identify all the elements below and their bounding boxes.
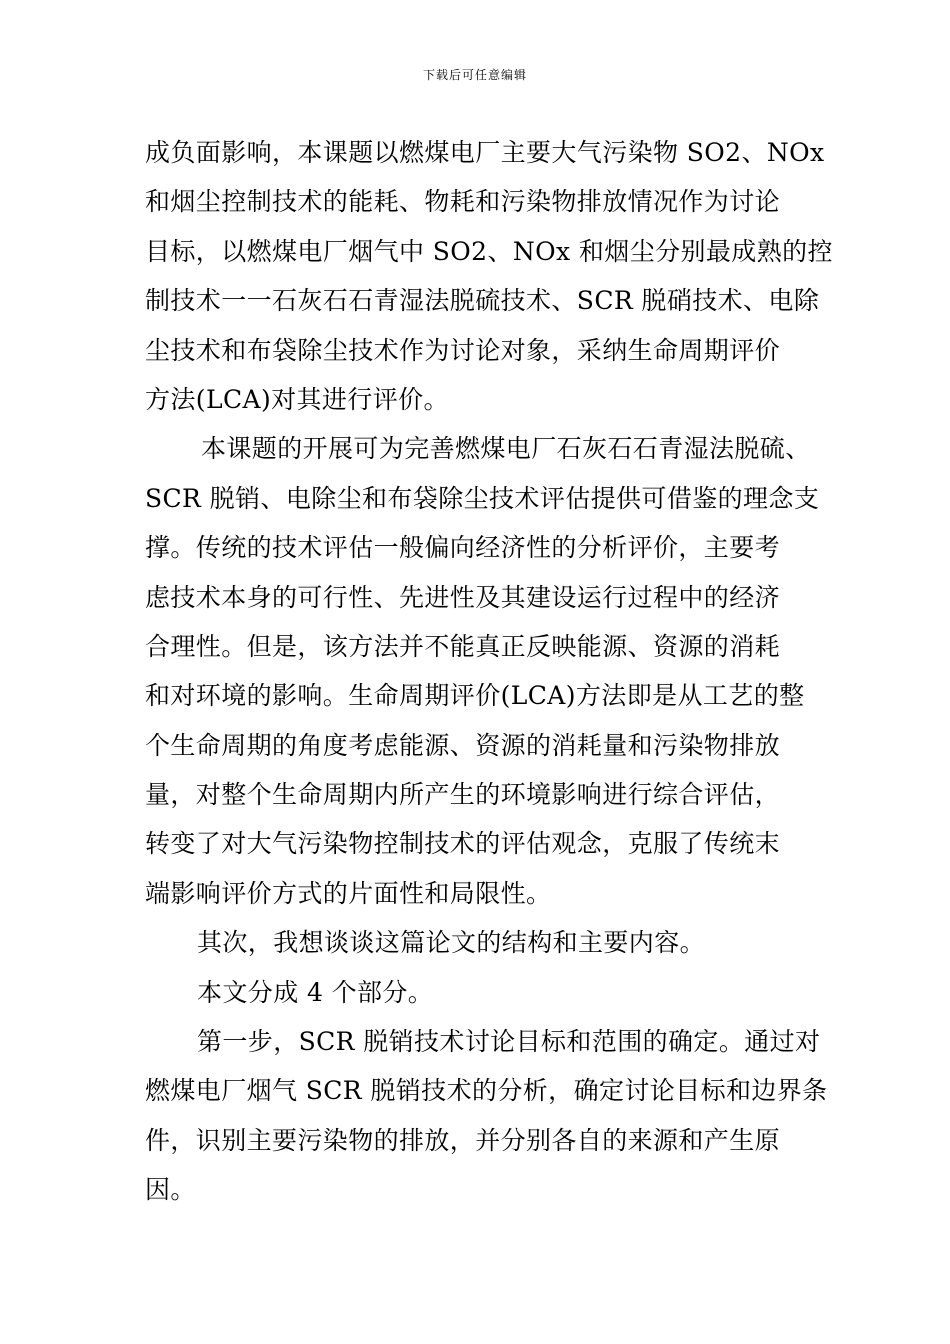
body-line: 个生命周期的角度考虑能源、资源的消耗量和污染物排放	[145, 730, 781, 760]
document-body	[145, 128, 833, 1215]
body-line: 合理性。但是，该方法并不能真正反映能源、资源的消耗	[145, 631, 781, 661]
page-header-note: 下载后可任意编辑	[422, 68, 527, 82]
paragraph-first-line: 其次，我想谈谈这篇论文的结构和主要内容。	[197, 928, 706, 958]
body-line: 因。	[145, 1175, 196, 1205]
body-line: 量，对整个生命周期内所产生的环境影响进行综合评估，	[145, 780, 781, 810]
body-line: 成负面影响，本课题以燃煤电厂主要大气污染物 SO2、NOx	[145, 138, 825, 167]
body-line: SCR 脱销、电除尘和布袋除尘技术评估提供可借鉴的理念支	[145, 483, 820, 513]
body-line: 制技术一一石灰石石青湿法脱硫技术、SCR 脱硝技术、电除	[145, 286, 820, 316]
paragraph-first-line: 本课题的开展可为完善燃煤电厂石灰石石青湿法脱硫、	[201, 434, 811, 464]
body-line: 虑技术本身的可行性、先进性及其建设运行过程中的经济	[145, 582, 781, 612]
body-line: 撑。传统的技术评估一般偏向经济性的分析评价，主要考	[145, 533, 781, 563]
body-line: 目标，以燃煤电厂烟气中 SO2、NOx 和烟尘分别最成熟的控	[145, 236, 833, 266]
paragraph-first-line: 第一步，SCR 脱销技术讨论目标和范围的确定。通过对	[197, 1027, 821, 1057]
body-line: 端影响评价方式的片面性和局限性。	[145, 878, 552, 908]
paragraph-first-line: 本文分成 4 个部分。	[197, 977, 434, 1007]
body-line: 转变了对大气污染物控制技术的评估观念，克服了传统末	[145, 829, 781, 859]
body-line: 尘技术和布袋除尘技术作为讨论对象，采纳生命周期评价	[145, 335, 781, 365]
body-line: 件，识别主要污染物的排放，并分别各自的来源和产生原	[145, 1125, 781, 1155]
body-line: 燃煤电厂烟气 SCR 脱销技术的分析，确定讨论目标和边界条	[145, 1076, 828, 1106]
body-line: 和烟尘控制技术的能耗、物耗和污染物排放情况作为讨论	[145, 187, 781, 217]
body-line: 和对环境的影响。生命周期评价(LCA)方法即是从工艺的整	[145, 681, 805, 711]
body-line: 方法(LCA)对其进行评价。	[145, 384, 449, 414]
